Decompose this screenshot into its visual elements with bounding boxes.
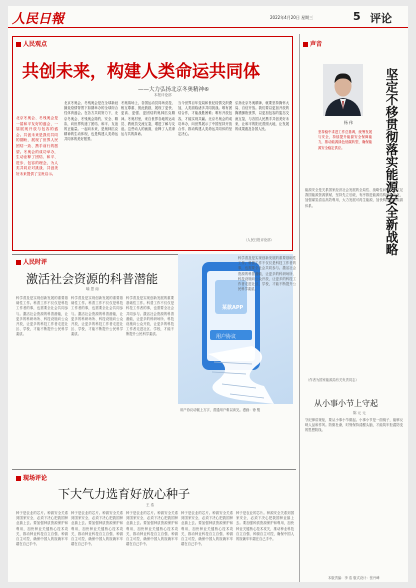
field-column-3: 种子是农业的芯片。种源安全关系到国家安全，必须下决心把我国种业搞上去。要加强种质资源保护和利用，加快种业关键核心技术攻关，推动种业科技自立自强、种源自主可控，确保中国人的饭碗牢牢端在自己手中。 — [126, 511, 178, 547]
field-column-4: 种子是农业的芯片。种源安全关系到国家安全，必须下决心把我国种业搞上去。要加强种质资源保护和利用，加快种业关键核心技术攻关，推动种业科技自立自强、种源自主可控，确保中国人的饭碗牢牢端在自己手中。 — [181, 511, 233, 547]
lead-subhead: ——大力弘扬北京冬奥精神⑥ — [138, 87, 209, 93]
speaker-name: 杨 伟 — [344, 120, 353, 125]
lead-section-tag: 人民观点 — [16, 39, 47, 48]
field-column-5: 种子是农业的芯片。种源安全关系到国家安全，必须下决心把我国种业搞上去。要加强种质资源保护和利用，加快种业关键核心技术攻关，推动种业科技自立自强、种源自主可控，确保中国人的饭碗牢牢端在自己手中。 — [236, 511, 294, 542]
page-number: 5 — [353, 10, 361, 23]
lead-pullquote: 北京冬奥会、冬残奥会是一届和平友好的盛会，一届展现开放与包容的盛会。共创未来是我们共同的期盼，展现了世界人民团结一致、携手前行的愿望。冬奥会的成功举办，生动诠释了团结、和平、进步、包容的理念，为人类共同应对挑战、共创美好未来提供了宝贵启示。 — [16, 116, 58, 176]
speaker-photo — [323, 64, 363, 116]
lead-footer: （人民日报评论部） — [244, 238, 274, 242]
masthead — [8, 6, 408, 28]
field-section-tag: 现场评论 — [16, 473, 47, 482]
speaker-portrait — [323, 64, 363, 116]
newspaper-logo: 人民日報 — [12, 12, 65, 27]
field-rule — [12, 469, 296, 470]
science-side-column: 科学普及是实现创新发展的重要基础性工作。科普工作不仅仅是科技工作者的事，也需要全社会共同参与。激活社会资源的科普潜能，让更多的科研场所、科技设施向公众开放，让更多的科技工作者走进社区、学校，才能不断提升公民科学素质。 — [238, 256, 296, 292]
lead-column-2: 冬奥赛场上，各国运动员同场竞技、相互尊重、彼此鼓励，展现了更快、更高、更强、更团结的奥林匹克精神。冬奥村里，来自世界各地的运动员、教练员交流互鉴，增进了解与友谊。这些动人的画面，诠释了人类命运与共的真谛。 — [121, 101, 175, 137]
section-name: 评论 — [370, 12, 392, 25]
newspaper-page — [8, 6, 408, 582]
lead-byline: 本报评论部 — [154, 93, 172, 97]
voice-body: 能源安全是关系国家经济社会发展的全局性、战略性问题。要立足我国能源资源禀赋，坚持先立后破，有序推进能源结构调整优化，加强煤炭清洁高效利用，大力发展可再生能源，加快构建新型能源体系。 — [305, 188, 403, 208]
voice-quote: 坚持稳中求进工作总基调，统筹发展与安全，持续提升能源安全保障能力，推动能源绿色低碳转型，确保能源安全稳定供应。 — [318, 130, 372, 150]
column-divider — [299, 34, 300, 582]
agreement-label: 用户协议 — [216, 334, 237, 340]
science-section-tag: 人民时评 — [16, 257, 47, 266]
science-column-1: 科学普及是实现创新发展的重要基础性工作。科普工作不仅仅是科技工作者的事，也需要全社会共同参与。激活社会资源的科普潜能，让更多的科研场所、科技设施向公众开放，让更多的科技工作者走进社区、学校，才能不断提升公民科学素质。 — [16, 296, 68, 337]
side-byline: 陈 元 元 — [353, 411, 366, 415]
science-byline: 喻 思 南 — [86, 287, 99, 291]
field-column-2: 种子是农业的芯片。种源安全关系到国家安全，必须下决心把我国种业搞上去。要加强种质资源保护和利用，加快种业关键核心技术攻关，推动种业科技自立自强、种源自主可控，确保中国人的饭碗牢牢端在自己手中。 — [71, 511, 123, 547]
field-column-1: 种子是农业的芯片。种源安全关系到国家安全，必须下决心把我国种业搞上去。要加强种质资源保护和利用，加快种业关键核心技术攻关，推动种业科技自立自强、种源自主可控，确保中国人的饭碗牢牢端在自己手中。 — [16, 511, 68, 547]
science-headline: 激活社会资源的科普潜能 — [26, 272, 159, 286]
side-headline: 从小事小节上守起 — [314, 399, 378, 408]
science-column-2: 科学普及是实现创新发展的重要基础性工作。科普工作不仅仅是科技工作者的事，也需要全社会共同参与。激活社会资源的科普潜能，让更多的科研场所、科技设施向公众开放，让更多的科技工作者走进社区、学校，才能不断提升公民科学素质。 — [71, 296, 123, 337]
cartoon-caption: 用户协议动辄上万字，普通用户难以读完。漫画：徐 骏 — [180, 408, 261, 412]
field-headline: 下大气力选育好放心种子 — [58, 487, 191, 501]
science-column-3: 科学普及是实现创新发展的重要基础性工作。科普工作不仅仅是科技工作者的事，也需要全社会共同参与。激活社会资源的科普潜能，让更多的科研场所、科技设施向公众开放，让更多的科技工作者走进社区、学校，才能不断提升公民科学素质。 — [126, 296, 174, 337]
field-byline: 王 浩 — [146, 503, 155, 507]
app-label: 某款APP — [222, 305, 244, 311]
voice-headline: 坚定不移贯彻落实能源安全新战略 — [384, 68, 399, 256]
lead-column-3: 当今世界百年变局和世纪疫情交织叠加，人类面临诸多共同挑战。唯有团结合作，才能战胜困难；唯有开放包容，才能实现共赢。北京冬奥会的成功举办，向世界展示了中国坚持开放合作、推动构建人类命运共同体的坚定决心。 — [178, 101, 232, 137]
page-footer: 本版责编：李 浩 版式设计：张丹峰 — [328, 576, 380, 580]
lead-headline: 共创未来，构建人类命运共同体 — [22, 62, 260, 82]
lead-column-1: 北京冬奥会、冬残奥会是在全球新冠肺炎疫情背景下如期举办的全球综合性体育盛会。在各方共同努力下，北京冬奥会、冬残奥会简约、安全、精彩，向世界传递了团结、和平、友谊的正能量。一起向未来，是奥林匹克精神的生动体现，也是构建人类命运共同体的美好愿景。 — [64, 101, 118, 142]
voice-footer: （作者为国家能源局有关负责同志） — [306, 378, 359, 382]
section-rule — [12, 254, 178, 255]
dateline: 2022年4月20日 星期三 — [270, 15, 314, 20]
voice-section-tag: 声音 — [303, 39, 322, 48]
lead-column-4: 弘扬北京冬奥精神，就要坚持胸怀大局、自信开放。我们要以更加开放的胸襟拥抱世界，以更加包容的姿态交流互鉴，与各国人民携手共创美好未来，让和平的阳光普照大地，让发展的成果惠及各国人民。 — [235, 101, 289, 132]
side-body: 守纪律讲规矩，要从小事小节做起。小事小节是一面镜子，能够反映人品和作风。防微杜渐，时刻保持清醒头脑，才能筑牢拒腐防变的思想防线。 — [305, 418, 403, 433]
